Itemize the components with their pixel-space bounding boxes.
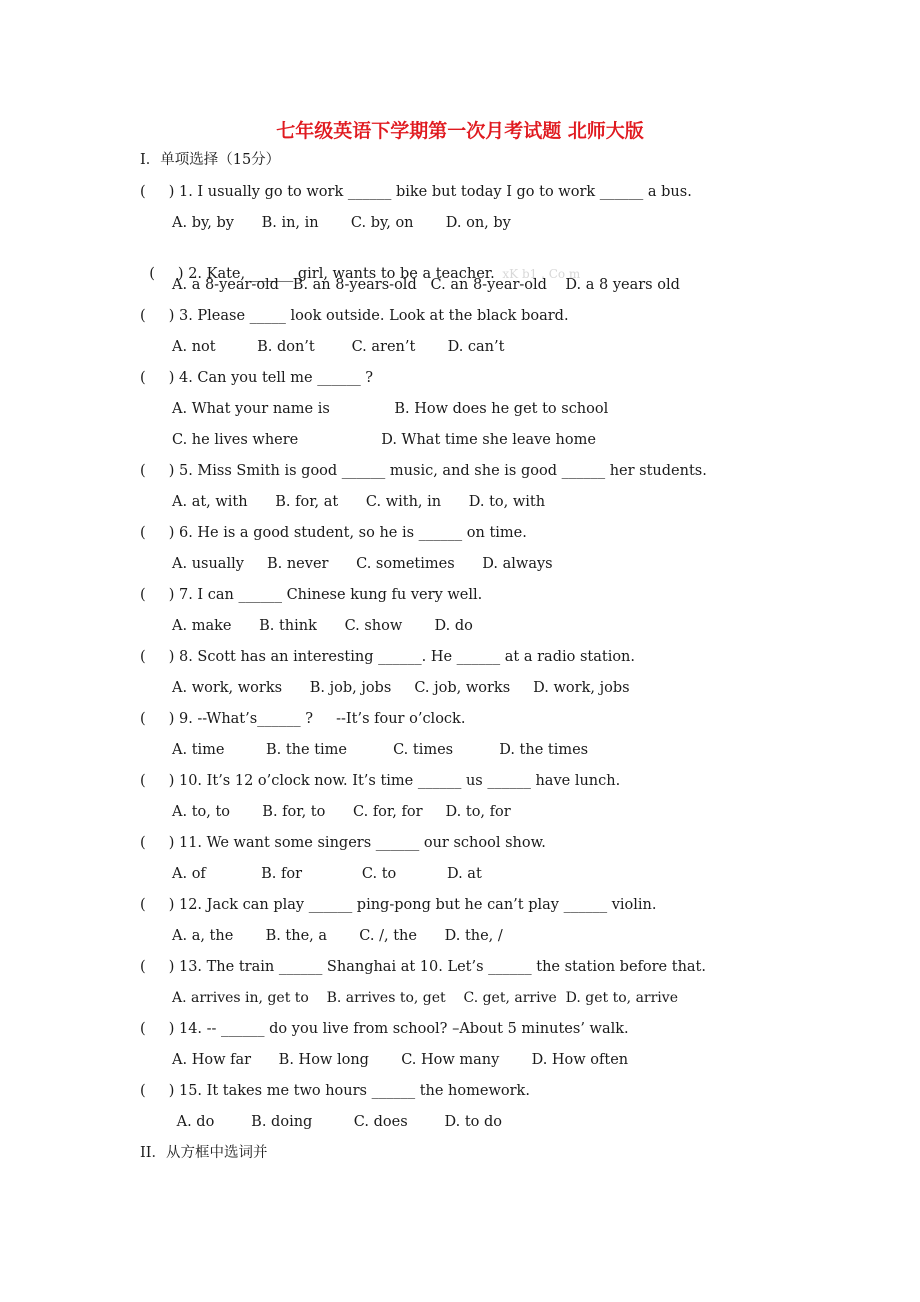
section-heading-1: I．单项选择（15分） [140,152,281,168]
question-5-options: A. at, with B. for, at C. with, in D. to, with [172,494,546,510]
question-13-options: A. arrives in, get to B. arrives to, get C. get, arrive D. get to, arrive [172,990,678,1006]
watermark-text: xK b1 . Co m [502,267,581,281]
question-9-options: A. time B. the time C. times D. the times [172,742,589,758]
question-8: ( ) 8. Scott has an interesting ______. He ______ at a radio station. [140,649,636,665]
question-5: ( ) 5. Miss Smith is good ______ music, and she is good ______ her students. [140,463,707,479]
question-1: ( ) 1. I usually go to work ______ bike but today I go to work ______ a bus. [140,184,692,200]
question-12-options: A. a, the B. the, a C. /, the D. the, / [172,928,503,944]
question-7: ( ) 7. I can ______ Chinese kung fu very well. [140,587,483,603]
question-15-options: A. do B. doing C. does D. to do [172,1114,503,1130]
question-2-stem: ( ) 2. Kate, ______ girl, wants to be a teacher. [149,266,495,282]
question-9: ( ) 9. --What’s______ ? --It’s four o’clock. [140,711,466,727]
question-4-options-row1: A. What your name is B. How does he get to school [172,401,609,417]
question-10-options: A. to, to B. for, to C. for, for D. to, for [172,804,511,820]
question-6-options: A. usually B. never C. sometimes D. always [172,556,553,572]
question-12: ( ) 12. Jack can play ______ ping-pong but he can’t play ______ violin. [140,897,657,913]
question-3-options: A. not B. don’t C. aren’t D. can’t [172,339,505,355]
question-2-options: A. a 8-year-old B. an 8-years-old C. an 8-year-old D. a 8 years old [172,277,680,293]
question-1-options: A. by, by B. in, in C. by, on D. on, by [172,215,511,231]
question-15: ( ) 15. It takes me two hours ______ the homework. [140,1083,530,1099]
question-14-options: A. How far B. How long C. How many D. How often [172,1052,629,1068]
question-13: ( ) 13. The train ______ Shanghai at 10. Let’s ______ the station before that. [140,959,706,975]
question-10: ( ) 10. It’s 12 o’clock now. It’s time ______ us ______ have lunch. [140,773,621,789]
question-8-options: A. work, works B. job, jobs C. job, works D. work, jobs [172,680,630,696]
question-11-options: A. of B. for C. to D. at [172,866,482,882]
question-11: ( ) 11. We want some singers ______ our school show. [140,835,546,851]
document-title: 七年级英语下学期第一次月考试题 北师大版 [276,120,644,142]
section-heading-2: II．从方框中选词并 [140,1145,268,1161]
question-14: ( ) 14. -- ______ do you live from school? –About 5 minutes’ walk. [140,1021,629,1037]
question-4-options-row2: C. he lives where D. What time she leave home [172,432,596,448]
question-3: ( ) 3. Please _____ look outside. Look at the black board. [140,308,569,324]
question-7-options: A. make B. think C. show D. do [172,618,473,634]
question-4: ( ) 4. Can you tell me ______ ? [140,370,374,386]
question-6: ( ) 6. He is a good student, so he is ______ on time. [140,525,527,541]
